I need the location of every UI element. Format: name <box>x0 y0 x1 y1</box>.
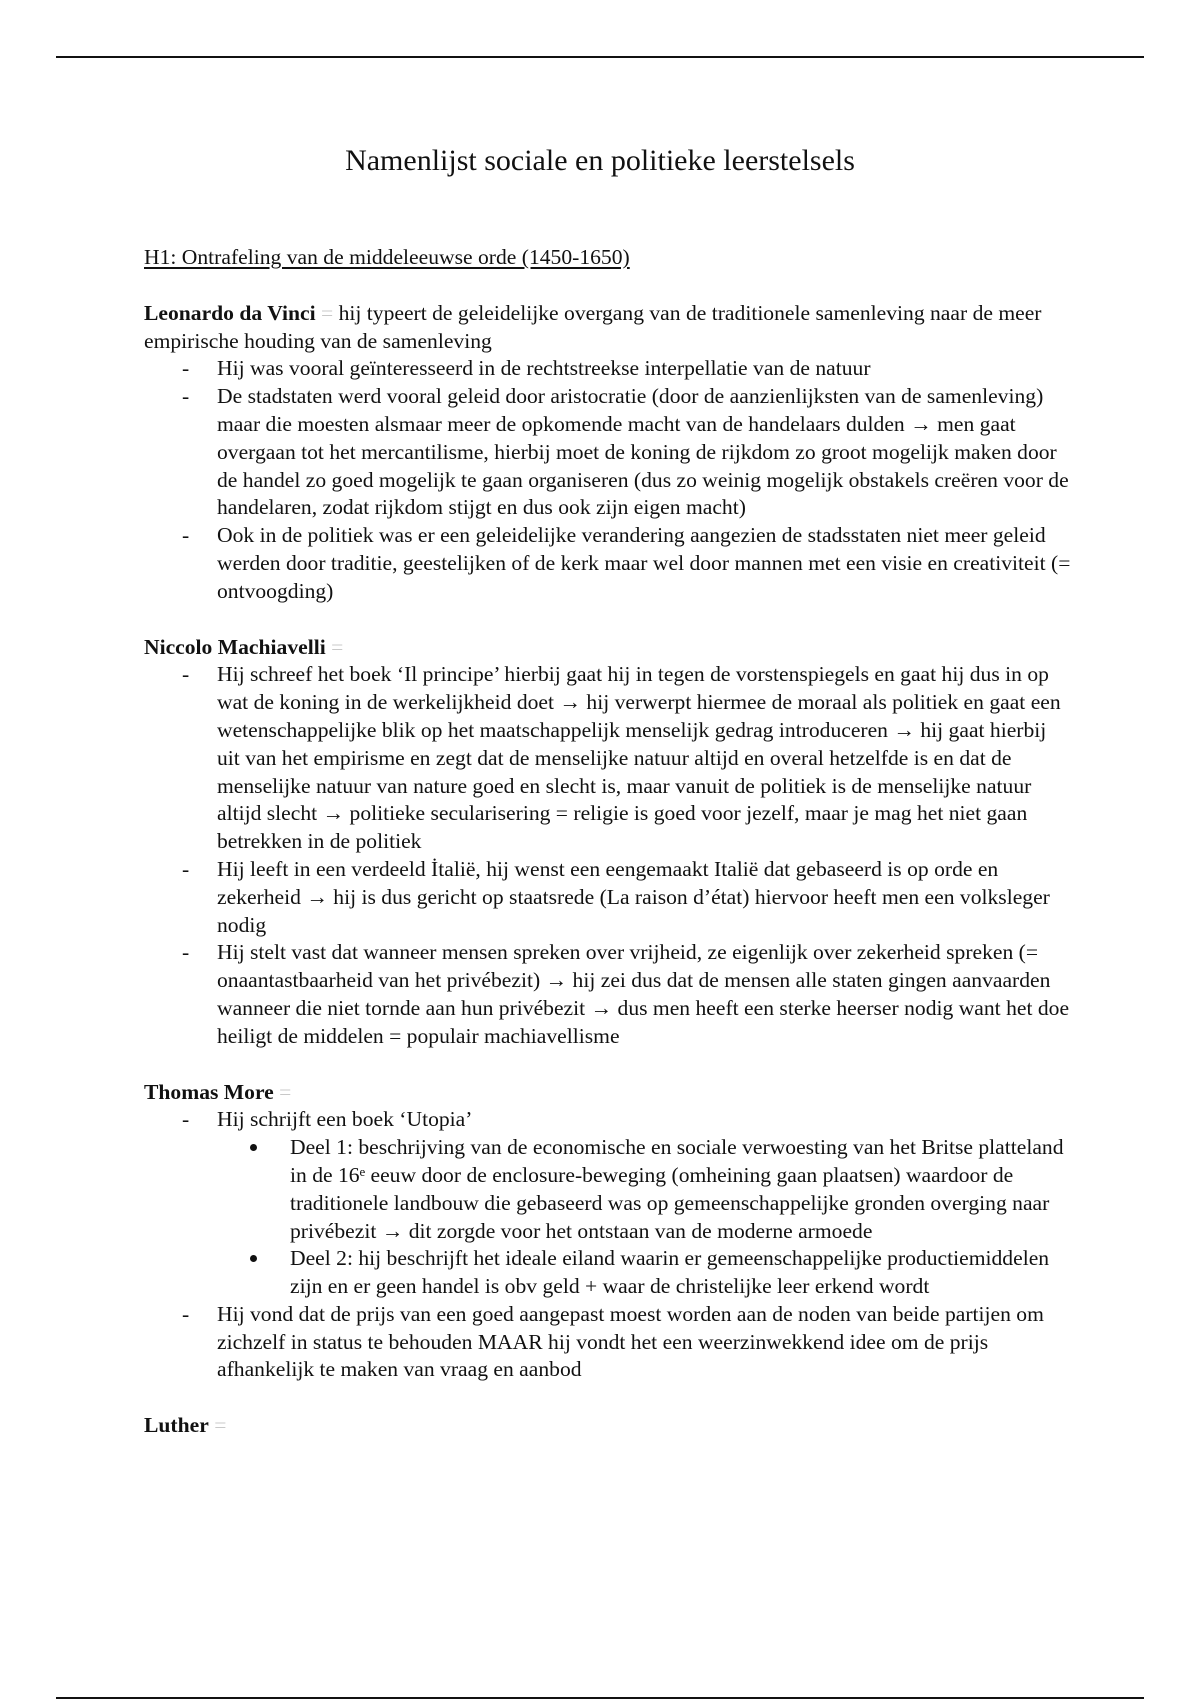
bottom-rule <box>56 1697 1144 1699</box>
person-name: Leonardo da Vinci <box>144 300 316 325</box>
list-item: - Hij schreef het boek ‘Il principe’ hierbij gaat hij in tegen de vorstenspiegels en gaat hij dus in op wat de koning in de werkelijkheid doet → hij verwerpt hiermee de moraal als politiek en gaat een wetenschappelijke blik op het maatschappelijk menselijk gedrag introduceren → hij gaat hierbij uit van het empirisme en zegt dat de menselijke natuur altijd en overal hetzelfde is en dat de menselijke natuur van nature goed en slecht is, maar vanuit de politiek is de menselijke natuur altijd slecht → politieke secularisering = religie is goed voor jezelf, maar je mag het niet gaan betrekken in de politiek <box>144 661 1074 856</box>
document-title: Namenlijst sociale en politieke leerstelsels <box>345 144 855 177</box>
bullet-list <box>217 1134 1074 1301</box>
bullet-item <box>217 1134 1074 1245</box>
person-head <box>144 1079 1074 1107</box>
list-item-text: Hij schrijft een boek ‘Utopia’ <box>217 1107 473 1132</box>
list-item: - Hij was vooral geïnteresseerd in de rechtstreekse interpellatie van de natuur <box>144 355 1074 383</box>
person-luther <box>144 1412 1074 1440</box>
bullet-icon <box>250 1255 257 1262</box>
person-leonardo <box>144 300 1074 606</box>
equals-sign: = <box>321 300 334 325</box>
dash-list <box>144 661 1074 1050</box>
dash-list <box>144 1106 1074 1384</box>
bullet-text: Deel 1: beschrijving van de economische en sociale verwoesting van het Britse platteland in de 16ᵉ eeuw door de enclosure-beweging (omheining gaan plaatsen) waardoor de traditionele landbouw die gebaseerd was op gemeenschappelijke gronden overging naar privébezit → dit zorgde voor het ontstaan van de moderne armoede <box>290 1135 1064 1243</box>
equals-sign: = <box>331 634 344 659</box>
equals-sign: = <box>279 1079 292 1104</box>
person-more <box>144 1079 1074 1385</box>
bullet-text: Deel 2: hij beschrijft het ideale eiland waarin er gemeenschappelijke productiemiddelen zijn en er geen handel is obv geld + waar de christelijke leer erkend wordt <box>290 1246 1050 1299</box>
dash-list <box>144 355 1074 605</box>
person-name: Thomas More <box>144 1079 274 1104</box>
person-head <box>144 1412 1074 1440</box>
list-item: - Hij leeft in een verdeeld İtalië, hij wenst een eengemaakt Italië dat gebaseerd is op orde en zekerheid → hij is dus gericht op staatsrede (La raison d’état) hiervoor heeft men een volksleger nodig <box>144 856 1074 939</box>
equals-sign: = <box>214 1413 227 1438</box>
person-head <box>144 300 1074 356</box>
person-intro: hij typeert de geleidelijke overgang van de traditionele samenleving naar de meer empirische houding van de samenleving <box>144 300 1042 353</box>
bullet-item <box>217 1245 1074 1301</box>
list-item: - Ook in de politiek was er een geleidelijke verandering aangezien de stadsstaten niet meer geleid werden door traditie, geestelijken of de kerk maar wel door mannen met een visie en creativiteit (= ontvoogding) <box>144 522 1074 605</box>
person-name: Niccolo Machiavelli <box>144 634 326 659</box>
list-item: - De stadstaten werd vooral geleid door aristocratie (door de aanzienlijksten van de samenleving) maar die moesten alsmaar meer de opkomende macht van de handelaars dulden → men gaat overgaan tot het mercantilisme, hierbij moet de koning de rijkdom zo groot mogelijk maken door de handel zo goed mogelijk te gaan organiseren (dus zo weinig mogelijk obstakels creëren voor de handelaren, zodat rijkdom stijgt en dus ook zijn eigen macht) <box>144 383 1074 522</box>
person-name: Luther <box>144 1413 209 1438</box>
bullet-icon <box>250 1144 257 1151</box>
list-item: - Hij vond dat de prijs van een goed aangepast moest worden aan de noden van beide partijen om zichzelf in status te behouden MAAR hij vondt het een weerzinwekkend idee om de prijs afhankelijk te maken van vraag en aanbod <box>144 1301 1074 1384</box>
list-item: - Hij stelt vast dat wanneer mensen spreken over vrijheid, ze eigenlijk over zekerheid spreken (= onaantastbaarheid van het privébezit) → hij zei dus dat de mensen alle staten gingen aanvaarden wanneer die niet tornde aan hun privébezit → dus men heeft een sterke heerser nodig want het doe heiligt de middelen = populair machiavellisme <box>144 939 1074 1050</box>
person-machiavelli <box>144 634 1074 1051</box>
list-item <box>144 1106 1074 1301</box>
person-head <box>144 634 1074 662</box>
top-rule <box>56 56 1144 58</box>
document-body <box>144 244 1074 1468</box>
section-heading: H1: Ontrafeling van de middeleeuwse orde (1450-1650) <box>144 245 630 269</box>
